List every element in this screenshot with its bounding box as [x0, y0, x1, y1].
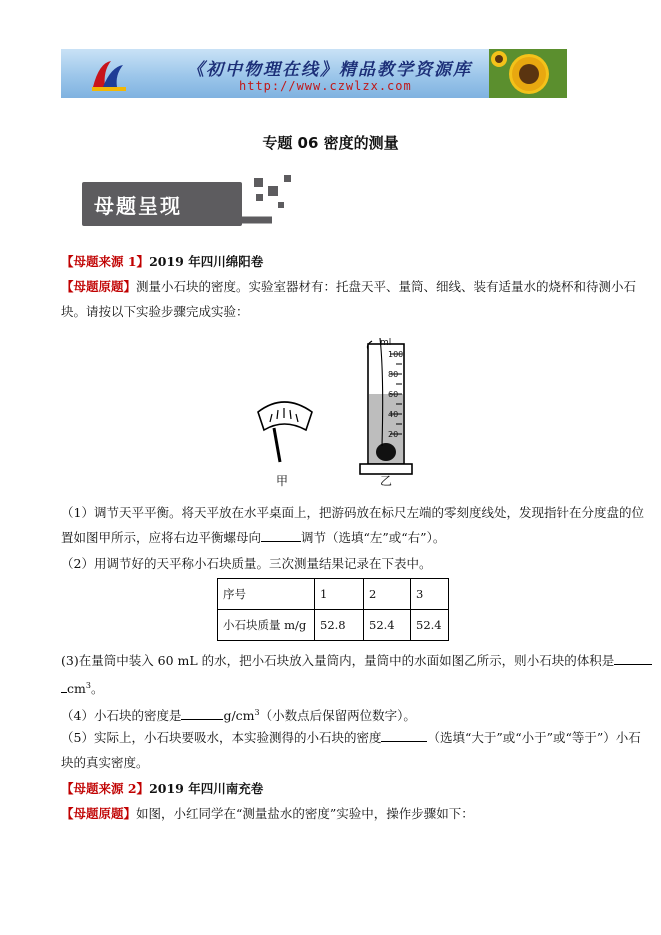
problem-1-line-1: 【母题原题】测量小石块的密度。实验室器材有：托盘天平、量筒、细线、装有适量水的烧杯和待测小石 — [61, 279, 637, 294]
tick-20: 20 — [388, 430, 399, 439]
q5-line-1: （5）实际上，小石块要吸水，本实验测得的小石块的密度 （选填“大于”或“小于”或“等于”）小石 — [61, 730, 641, 745]
unit-label: ml — [380, 338, 392, 348]
page-title: 专题 06 密度的测量 — [262, 134, 399, 152]
answer-blank-4[interactable] — [181, 708, 223, 720]
section-badge — [82, 172, 298, 232]
q4: （4）小石块的密度是 $g/cm^3$（小数点后保留两位数字）。 — [61, 708, 416, 724]
table-cell: 2 — [364, 579, 411, 610]
tick-60: 60 — [388, 390, 399, 399]
table-cell: 1 — [315, 579, 364, 610]
table-row-label: 小石块质量 m/g — [218, 610, 315, 641]
label-yi: 乙 — [380, 474, 393, 488]
problem-1-line-2: 块。请按以下实验步骤完成实验： — [61, 304, 249, 319]
header-banner — [61, 49, 567, 98]
answer-blank-1[interactable] — [261, 530, 301, 542]
q5-line-2: 块的真实密度。 — [61, 755, 149, 770]
table-cell: 52.4 — [364, 610, 411, 641]
answer-blank-3[interactable] — [614, 653, 652, 665]
table-row — [218, 579, 449, 610]
label-jia: 甲 — [276, 474, 289, 488]
decorative-squares-icon — [232, 172, 298, 232]
source-1: 【母题来源 1】2019 年四川绵阳卷 — [61, 254, 264, 269]
source-2: 【母题来源 2】2019 年四川南充卷 — [61, 781, 264, 796]
logo-icon — [89, 57, 129, 93]
experiment-figure — [250, 334, 430, 494]
q1-line-1: （1）调节天平平衡。将天平放在水平桌面上，把游码放在标尺左端的零刻度线处，发现指针在分度盘的位 — [61, 505, 644, 520]
table-cell: 52.8 — [315, 610, 364, 641]
table-cell: 3 — [411, 579, 449, 610]
tick-100: 100 — [388, 350, 404, 359]
tick-40: 40 — [388, 410, 399, 419]
sunflower-icon — [489, 49, 567, 98]
section-badge-label: 母题呈现 — [94, 194, 182, 218]
answer-blank-5[interactable] — [381, 730, 427, 742]
q3-line-1: (3)在量筒中装入 60 mL 的水，把小石块放入量筒内，量筒中的水面如图乙所示，则小石块的体积是 — [61, 653, 606, 669]
table-cell: 52.4 — [411, 610, 449, 641]
banner-url[interactable]: http://www.czwlzx.com — [239, 79, 412, 93]
problem-2: 【母题原题】如图，小红同学在“测量盐水的密度”实验中，操作步骤如下： — [61, 806, 474, 821]
q2-text: （2）用调节好的天平称小石块质量。三次测量结果记录在下表中。 — [61, 556, 432, 571]
mass-table — [217, 578, 449, 641]
q3-line-2: $cm^3$。 — [61, 678, 606, 697]
tick-80: 80 — [388, 370, 399, 379]
q1-line-2: 置如图甲所示，应将右边平衡螺母向 调节（选填“左”或“右”）。 — [61, 530, 446, 545]
banner-title: 《初中物理在线》精品教学资源库 — [187, 60, 472, 80]
table-row — [218, 610, 449, 641]
table-header-label: 序号 — [218, 579, 315, 610]
